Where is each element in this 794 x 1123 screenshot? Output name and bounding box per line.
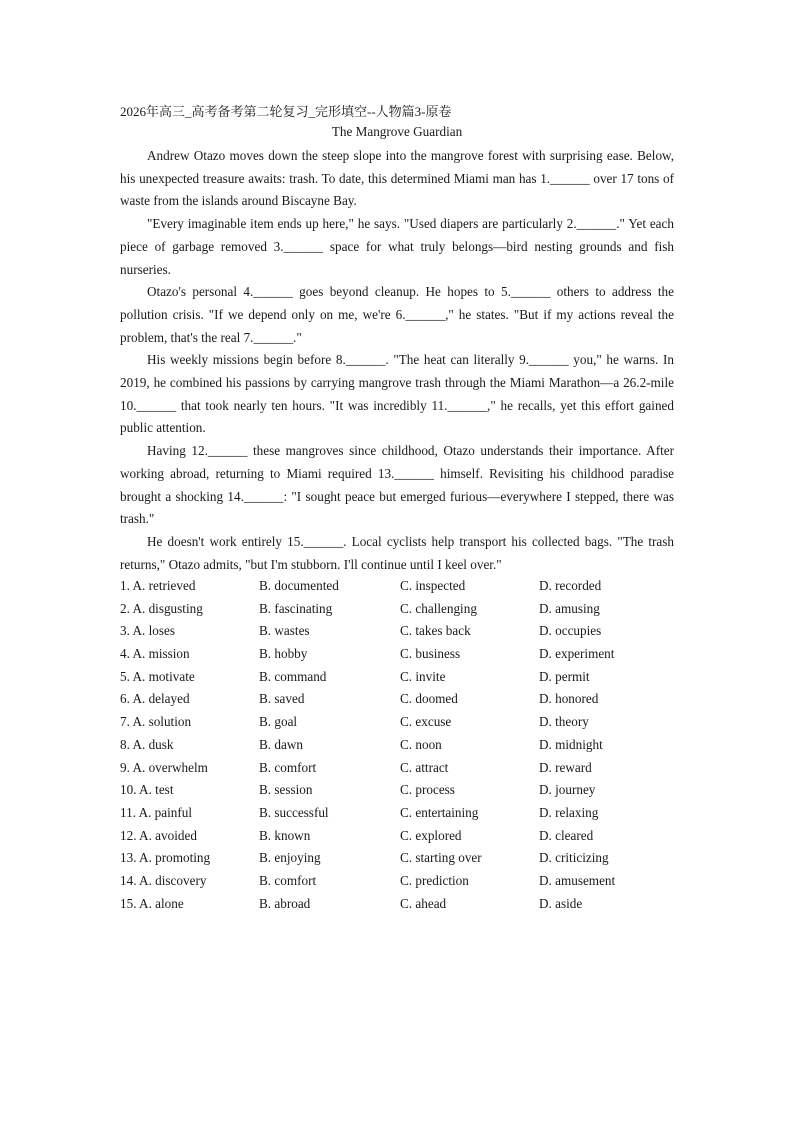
option-c: C. invite — [400, 668, 446, 684]
option-c: C. process — [400, 782, 455, 798]
option-c: C. ahead — [400, 895, 447, 911]
option-b: B. session — [259, 782, 313, 798]
option-d: D. amusing — [539, 600, 600, 616]
option-row — [120, 757, 680, 780]
option-b: B. wastes — [259, 623, 310, 639]
option-d: D. permit — [539, 668, 590, 684]
option-a: 15. A. alone — [120, 895, 184, 911]
option-b: B. command — [259, 668, 327, 684]
paragraph-2: "Every imaginable item ends up here," he says. "Used diapers are particularly 2.______." Yet each piece of garbage removed 3.______ space for what truly belongs—bird nesting grounds and fish nurseries. — [120, 216, 674, 277]
option-d: D. occupies — [539, 623, 602, 639]
option-d: D. amusement — [539, 872, 616, 888]
option-a: 8. A. dusk — [120, 736, 174, 752]
option-row — [120, 620, 680, 643]
option-a: 3. A. loses — [120, 623, 175, 639]
paragraph-4: His weekly missions begin before 8.______. "The heat can literally 9.______ you," he warns. In 2019, he combined his passions by carrying mangrove trash through the Miami Marathon—a 26.2-mile 10.______ that took nearly ten hours. "It was incredibly 11.______," he recalls, yet this effort gained public attention. — [120, 352, 674, 436]
option-d: D. honored — [539, 691, 599, 707]
document-header: 2026年高三_高考备考第二轮复习_完形填空--人物篇3-原卷 — [120, 104, 452, 119]
option-d: D. cleared — [539, 827, 594, 843]
option-row — [120, 688, 680, 711]
option-a: 5. A. motivate — [120, 668, 195, 684]
option-d: D. experiment — [539, 646, 615, 662]
option-row — [120, 870, 680, 893]
paragraph-6: He doesn't work entirely 15.______. Local cyclists help transport his collected bags. "The trash returns," Otazo admits, "but I'm stubborn. I'll continue until I keel over." — [120, 533, 674, 572]
option-c: C. prediction — [400, 872, 469, 888]
option-d: D. aside — [539, 895, 583, 911]
option-c: C. excuse — [400, 714, 452, 730]
option-b: B. fascinating — [259, 600, 333, 616]
option-b: B. saved — [259, 691, 305, 707]
option-row — [120, 847, 680, 870]
option-b: B. documented — [259, 578, 339, 593]
option-d: D. reward — [539, 759, 592, 775]
option-c: C. attract — [400, 759, 449, 775]
option-d: D. journey — [539, 782, 596, 798]
option-a: 7. A. solution — [120, 714, 192, 730]
option-a: 4. A. mission — [120, 646, 190, 662]
passage-body — [120, 145, 674, 576]
option-row — [120, 779, 680, 802]
option-b: B. comfort — [259, 759, 317, 775]
option-row — [120, 825, 680, 848]
option-row — [120, 666, 680, 689]
option-b: B. abroad — [259, 895, 311, 911]
option-row — [120, 711, 680, 734]
option-row — [120, 734, 680, 757]
option-d: D. recorded — [539, 578, 602, 593]
paragraph-5: Having 12.______ these mangroves since childhood, Otazo understands their importance. After working abroad, returning to Miami required 13.______ himself. Revisiting his childhood paradise brought a shocking 14.______: "I sought peace but emerged furious—everywhere I stepped, there was trash." — [120, 443, 674, 527]
option-c: C. business — [400, 646, 461, 662]
option-c: C. starting over — [400, 850, 482, 866]
option-row — [120, 802, 680, 825]
option-c: C. noon — [400, 736, 442, 752]
option-b: B. successful — [259, 804, 329, 820]
option-a: 2. A. disgusting — [120, 600, 203, 616]
option-b: B. hobby — [259, 646, 308, 662]
option-a: 13. A. promoting — [120, 850, 211, 866]
option-row — [120, 893, 680, 916]
option-a: 10. A. test — [120, 782, 174, 798]
option-row — [120, 598, 680, 621]
option-c: C. explored — [400, 827, 462, 843]
option-d: D. midnight — [539, 736, 603, 752]
option-a: 12. A. avoided — [120, 827, 197, 843]
option-row — [120, 643, 680, 666]
answer-options — [120, 575, 680, 915]
passage-title: The Mangrove Guardian — [331, 124, 463, 139]
option-b: B. dawn — [259, 736, 303, 752]
option-b: B. known — [259, 827, 311, 843]
option-d: D. theory — [539, 714, 589, 730]
option-a: 14. A. discovery — [120, 872, 207, 888]
option-d: D. relaxing — [539, 804, 599, 820]
paragraph-1: Andrew Otazo moves down the steep slope into the mangrove forest with surprising ease. Below, his unexpected treasure awaits: trash. To date, this determined Miami man has 1.______ over 17 tons of waste from the islands around Biscayne Bay. — [120, 148, 674, 209]
option-b: B. comfort — [259, 872, 317, 888]
option-a: 6. A. delayed — [120, 691, 190, 707]
option-c: C. doomed — [400, 691, 458, 707]
option-c: C. challenging — [400, 600, 477, 616]
option-b: B. goal — [259, 714, 298, 730]
option-d: D. criticizing — [539, 850, 609, 866]
option-c: C. entertaining — [400, 804, 479, 820]
option-a: 1. A. retrieved — [120, 578, 196, 593]
option-c: C. inspected — [400, 578, 466, 593]
paragraph-3: Otazo's personal 4.______ goes beyond cleanup. He hopes to 5.______ others to address the pollution crisis. "If we depend only on me, we're 6.______," he states. "But if my actions reveal the problem, that's the real 7.______." — [120, 284, 674, 345]
option-b: B. enjoying — [259, 850, 321, 866]
option-row — [120, 575, 680, 598]
option-c: C. takes back — [400, 623, 471, 639]
option-a: 11. A. painful — [120, 804, 193, 820]
option-a: 9. A. overwhelm — [120, 759, 208, 775]
